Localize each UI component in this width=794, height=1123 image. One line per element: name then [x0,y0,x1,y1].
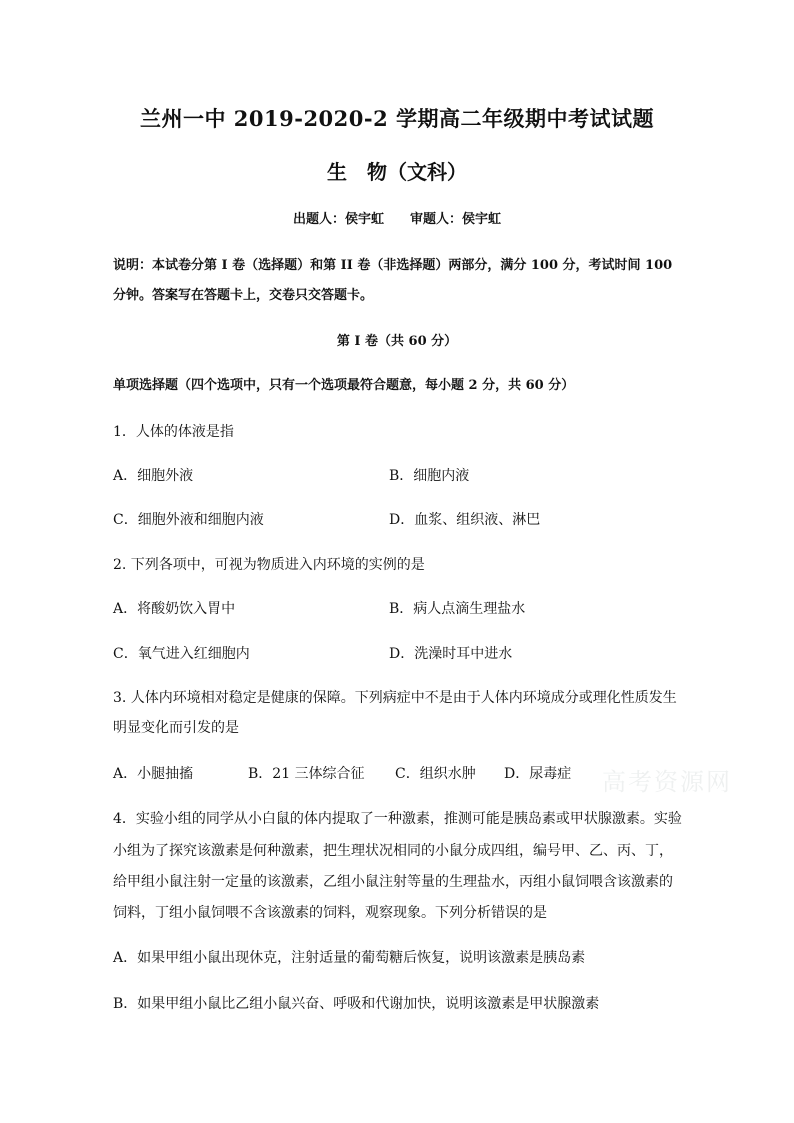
question-1-option-c: C．细胞外液和细胞内液 [113,512,264,528]
question-1-stem: 1．人体的体液是指 [113,424,234,440]
question-3-option-c: C．组织水肿 [395,766,476,782]
question-2-option-a: A．将酸奶饮入胃中 [113,601,236,617]
instructions-line-1: 说明：本试卷分第 I 卷（选择题）和第 II 卷（非选择题）两部分，满分 100 分，考试时间 100 [113,258,673,273]
section-title: 第 I 卷（共 60 分） [336,334,458,349]
section-instruction: 单项选择题（四个选项中，只有一个选项最符合题意，每小题 2 分，共 60 分） [113,378,575,393]
exam-title: 兰州一中 2019-2020-2 学期高二年级期中考试试题 [139,106,655,131]
question-1-option-d: D．血浆、组织液、淋巴 [389,512,541,528]
question-4-option-b: B．如果甲组小鼠比乙组小鼠兴奋、呼吸和代谢加快，说明该激素是甲状腺激素 [113,996,600,1012]
watermark: 高考资源网 [602,768,732,796]
question-3-option-b: B．21 三体综合征 [248,766,365,782]
question-4-stem-line-3: 给甲组小鼠注射一定量的该激素，乙组小鼠注射等量的生理盐水，丙组小鼠饲喂含该激素的 [113,874,673,890]
question-3-stem-line-1: 3. 人体内环境相对稳定是健康的保障。下列病症中不是由于人体内环境成分或理化性质发生 [113,690,677,706]
instructions-line-2: 分钟。答案写在答题卡上，交卷只交答题卡。 [113,288,374,303]
question-2-stem: 2. 下列各项中，可视为物质进入内环境的实例的是 [113,557,425,573]
question-3-option-a: A．小腿抽搐 [113,766,194,782]
question-3-stem-line-2: 明显变化而引发的是 [113,720,239,736]
question-4-stem-line-1: 4．实验小组的同学从小白鼠的体内提取了一种激素，推测可能是胰岛素或甲状腺激素。实验 [113,811,682,827]
question-2-option-b: B．病人点滴生理盐水 [389,601,526,617]
question-4-option-a: A．如果甲组小鼠出现休克，注射适量的葡萄糖后恢复，说明该激素是胰岛素 [113,950,586,966]
question-1-option-b: B．细胞内液 [389,468,470,484]
question-3-option-d: D．尿毒症 [504,766,572,782]
subject-title: 生 物（文科） [327,160,467,184]
question-1-option-a: A．细胞外液 [113,468,194,484]
question-2-option-c: C．氧气进入红细胞内 [113,646,250,662]
author-line: 出题人：侯宇虹 审题人：侯宇虹 [292,212,501,227]
question-4-stem-line-2: 小组为了探究该激素是何种激素，把生理状况相同的小鼠分成四组，编号甲、乙、丙、丁， [113,843,673,859]
question-4-stem-line-4: 饲料，丁组小鼠饲喂不含该激素的饲料，观察现象。下列分析错误的是 [113,905,547,921]
question-2-option-d: D．洗澡时耳中进水 [389,646,513,662]
